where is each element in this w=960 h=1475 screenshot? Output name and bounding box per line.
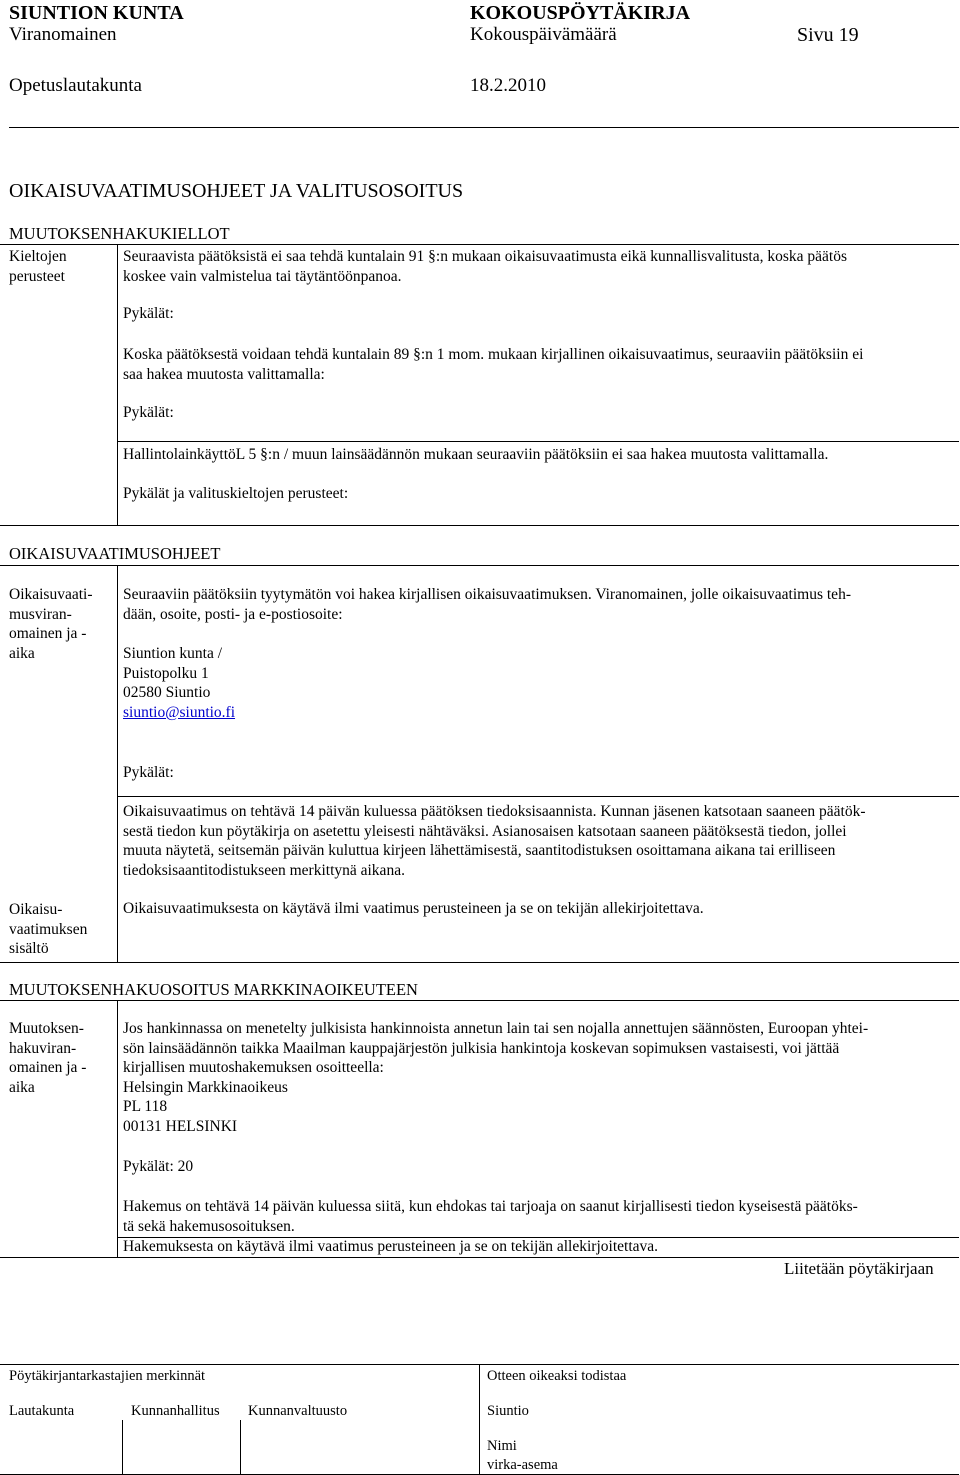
market-court-paragraph-3: Hakemuksesta on käytävä ilmi vaatimus perusteineen ja se on tekijän allekirjoitettava. — [123, 1238, 659, 1255]
footer-col-municipal-board: Kunnanhallitus — [131, 1403, 220, 1419]
municipality-name: SIUNTION KUNTA — [9, 2, 184, 24]
footer-col-rule-2 — [240, 1420, 241, 1474]
paragraph-line: Helsingin Markkinaoikeus — [123, 1078, 288, 1096]
document-type: KOKOUSPÖYTÄKIRJA — [470, 2, 691, 24]
section2-top-rule — [0, 565, 959, 566]
side-label-line: omainen ja - — [9, 625, 87, 643]
section-heading-market-court: MUUTOKSENHAKUOSOITUS MARKKINAOIKEUTEEN — [9, 980, 418, 999]
side-label-line: aika — [9, 644, 35, 662]
section1-bottom-rule — [0, 525, 959, 526]
market-court-paragraph-2 — [123, 1197, 858, 1236]
market-court-paragraph-1 — [123, 1019, 868, 1137]
paragraph-line: koskee vain valmistelua tai täytäntöönpanoa. — [123, 267, 402, 285]
address-line: Puistopolku 1 — [123, 664, 209, 682]
attached-to-minutes: Liitetään pöytäkirjaan — [784, 1259, 934, 1278]
side-label-line: aika — [9, 1078, 35, 1096]
page-number: Sivu 19 — [797, 24, 859, 46]
footer-position-label: virka-asema — [487, 1457, 558, 1473]
paragraph-line: tä sekä hakemusosoituksen. — [123, 1217, 295, 1235]
header-divider — [9, 127, 959, 128]
section1-column-rule — [117, 244, 118, 525]
pykalat-label-4: Pykälät: — [123, 764, 174, 781]
section-heading-rectification: OIKAISUVAATIMUSOHJEET — [9, 544, 221, 563]
ban-paragraph-1 — [123, 247, 847, 286]
side-label-line: musviran- — [9, 605, 72, 623]
paragraph-line: 00131 HELSINKI — [123, 1117, 238, 1135]
ban-paragraph-3: HallintolainkäyttöL 5 §:n / muun lainsäädännön mukaan seuraaviin päätöksiin ei saa hakea muutosta valittamalla. — [123, 446, 829, 463]
footer-center-rule — [479, 1364, 480, 1474]
paragraph-line: Oikaisuvaatimus on tehtävä 14 päivän kuluessa päätöksen tiedoksisaannista. Kunnan jäsenen katsotaan saaneen päätök- — [123, 803, 866, 820]
pykalat-label-5: Pykälät: 20 — [123, 1158, 194, 1175]
side-label-rectification-content — [9, 900, 87, 959]
paragraph-line: kirjallisen muutoshakemuksen osoitteella: — [123, 1059, 384, 1077]
authority-name: Opetuslautakunta — [9, 75, 142, 96]
side-label-line: Muutoksen- — [9, 1020, 84, 1037]
meeting-date: 18.2.2010 — [470, 75, 546, 96]
side-label-appeal-authority — [9, 1019, 86, 1097]
section3-column-rule — [117, 1000, 118, 1257]
side-label-line: vaatimuksen — [9, 920, 88, 938]
section3-bottom-rule — [0, 1257, 959, 1258]
paragraph-line: Seuraaviin päätöksiin tyytymätön voi hakea kirjallisen oikaisuvaatimuksen. Viranomainen, jolle oikaisuvaatimus teh- — [123, 586, 851, 603]
paragraph-line: Jos hankinnassa on menetelty julkisista hankinnoista annetun lain tai sen nojalla annettujen säännösten, Euroopan yhtei- — [123, 1020, 869, 1037]
footer-col-board: Lautakunta — [9, 1403, 75, 1419]
paragraph-line: saa hakea muutosta valittamalla: — [123, 365, 325, 383]
section2-bottom-rule — [0, 962, 959, 963]
paragraph-line: dään, osoite, posti- ja e-postiosoite: — [123, 605, 343, 623]
address-line: 02580 Siuntio — [123, 684, 211, 702]
paragraph-line: tiedoksisaantitodistukseen merkittynä aikana. — [123, 861, 405, 879]
footer-place: Siuntio — [487, 1403, 529, 1419]
side-label-line: Oikaisuvaati- — [9, 586, 93, 603]
section1-inner-rule — [117, 441, 959, 442]
side-label-ban-grounds — [9, 247, 67, 286]
side-label-line: sisältö — [9, 940, 49, 958]
paragraph-line: muuta näytetä, seitsemän päivän kuluttua kirjeen lähettämisestä, saantitodistuksen osoittamana aikana tai erilliseen — [123, 842, 836, 860]
side-label-line: perusteet — [9, 267, 65, 285]
side-label-rectification-authority — [9, 585, 93, 663]
paragraph-line: Koska päätöksestä voidaan tehdä kuntalain 89 §:n 1 mom. mukaan kirjallinen oikaisuvaatimus, seuraaviin päätöksiin ei — [123, 346, 864, 363]
section2-column-rule — [117, 565, 118, 962]
address-line: Siuntion kunta / — [123, 645, 223, 662]
rectification-address — [123, 644, 235, 722]
pykalat-label-2: Pykälät: — [123, 404, 174, 421]
rectification-paragraph-1 — [123, 585, 851, 624]
paragraph-line: Seuraavista päätöksistä ei saa tehdä kuntalain 91 §:n mukaan oikaisuvaatimusta eikä kunnallisvalitusta, koska päätös — [123, 248, 848, 265]
meeting-date-label: Kokouspäivämäärä — [470, 24, 617, 45]
ban-paragraph-2 — [123, 345, 863, 384]
section3-top-rule — [0, 1000, 959, 1001]
pykalat-label-1: Pykälät: — [123, 305, 174, 322]
paragraph-line: sön lainsäädännön taikka Maailman kauppajärjestön julkisia hankintoja koskevan sopimuksen vastaisesti, voi jättää — [123, 1039, 840, 1057]
certified-copy-label: Otteen oikeaksi todistaa — [487, 1368, 627, 1384]
page-title: OIKAISUVAATIMUSOHJEET JA VALITUSOSOITUS — [9, 180, 464, 202]
side-label-line: Kieltojen — [9, 248, 67, 265]
authority-label: Viranomainen — [9, 24, 117, 45]
rectification-paragraph-2 — [123, 802, 866, 880]
inspectors-marks-label: Pöytäkirjantarkastajien merkinnät — [9, 1368, 206, 1384]
footer-col-council: Kunnanvaltuusto — [248, 1403, 348, 1419]
section1-top-rule — [0, 244, 959, 245]
paragraph-line: Hakemus on tehtävä 14 päivän kuluessa siitä, kun ehdokas tai tarjoaja on saanut kirjallisesti tiedon kyseisestä päätöks- — [123, 1198, 858, 1215]
section-heading-appeal-bans: MUUTOKSENHAKUKIELLOT — [9, 224, 230, 243]
rectification-paragraph-3: Oikaisuvaatimuksesta on käytävä ilmi vaatimus perusteineen ja se on tekijän allekirjoitettava. — [123, 900, 704, 917]
pykalat-label-3: Pykälät ja valituskieltojen perusteet: — [123, 485, 349, 502]
side-label-line: hakuviran- — [9, 1039, 77, 1057]
email-link[interactable]: siuntio@siuntio.fi — [123, 703, 236, 721]
section2-inner-rule — [117, 796, 959, 797]
footer-col-rule-1 — [122, 1420, 123, 1474]
side-label-line: omainen ja - — [9, 1059, 87, 1077]
paragraph-line: sestä tiedon kun pöytäkirja on asetettu yleisesti nähtäväksi. Asianosaisen katsotaan saaneen päätöksestä tiedon, jollei — [123, 822, 847, 840]
footer-name-label: Nimi — [487, 1438, 517, 1454]
paragraph-line: PL 118 — [123, 1098, 168, 1116]
side-label-line: Oikaisu- — [9, 901, 63, 918]
